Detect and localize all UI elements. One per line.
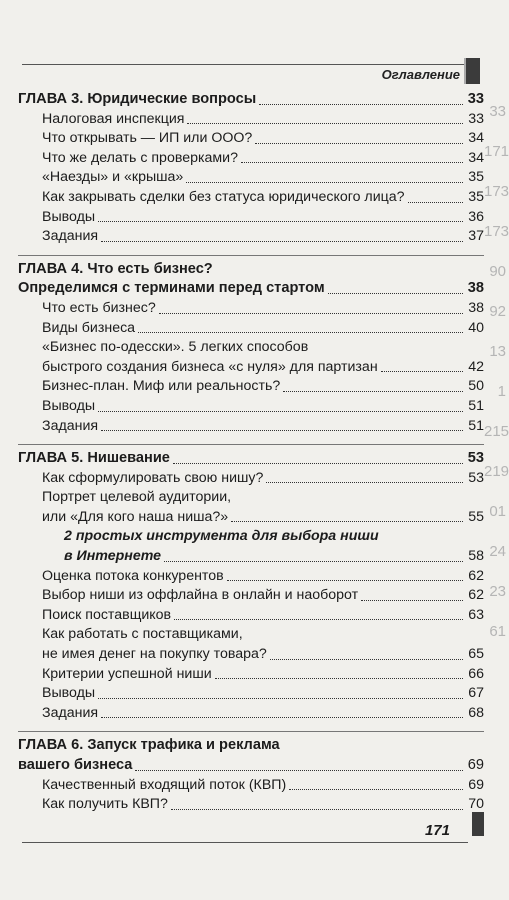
page-ref: 33 [467, 91, 484, 107]
entry-title: Задания [42, 704, 99, 721]
chapter-subtitle: Определимся с терминами перед стартом [18, 280, 325, 297]
page-ref: 34 [468, 130, 484, 147]
bleed-through-column [484, 92, 509, 732]
entry-title: Налоговая инспекция [42, 110, 185, 127]
toc-chapter-6[interactable] [18, 736, 484, 756]
bleed-number: 23 [489, 583, 506, 600]
leader-dots [98, 221, 463, 222]
bleed-number: 1 [497, 383, 506, 400]
leader-dots [227, 580, 463, 581]
entry-title: Задания [42, 417, 99, 434]
bleed-number: 215 [484, 423, 509, 440]
page-ref: 68 [468, 704, 484, 721]
bleed-number: 90 [489, 263, 506, 280]
page-ref: 35 [468, 188, 484, 205]
leader-dots [174, 619, 463, 620]
chapter-separator [18, 247, 484, 256]
chapter-title: ГЛАВА 3. Юридические вопросы [18, 91, 257, 107]
toc-entry[interactable] [18, 469, 484, 489]
page-ref: 51 [468, 397, 484, 414]
toc-entry[interactable] [18, 149, 484, 169]
toc-entry[interactable] [18, 377, 484, 397]
bleed-number: 33 [489, 103, 506, 120]
toc-entry[interactable] [18, 168, 484, 188]
leader-dots [159, 313, 463, 314]
entry-title: Задания [42, 228, 99, 245]
bleed-number: 171 [484, 143, 509, 160]
leader-dots [266, 482, 463, 483]
chapter-title-cont: вашего бизнеса [18, 757, 133, 773]
page-ref: 34 [468, 149, 484, 166]
toc-entry[interactable] [18, 508, 484, 528]
toc-chapter-subtitle[interactable] [18, 279, 484, 299]
toc-chapter-5[interactable] [18, 449, 484, 469]
leader-dots [173, 463, 463, 464]
header-corner-tab [464, 58, 480, 84]
page-ref: 66 [468, 665, 484, 682]
page-ref: 67 [468, 685, 484, 702]
page-ref: 58 [468, 548, 484, 565]
toc-entry-line1[interactable]: Портрет целевой аудитории, [42, 489, 232, 506]
entry-title: Критерии успешной ниши [42, 665, 212, 682]
page-ref: 35 [468, 169, 484, 186]
leader-dots [186, 182, 463, 183]
entry-title: Выводы [42, 397, 96, 414]
entry-title: Оценка потока конкурентов [42, 567, 224, 584]
leader-dots [328, 293, 463, 294]
page-ref: 50 [468, 378, 484, 395]
leader-dots [135, 770, 463, 771]
bleed-number: 173 [484, 183, 509, 200]
toc-entry[interactable] [18, 397, 484, 417]
bleed-number: 92 [489, 303, 506, 320]
leader-dots [408, 202, 463, 203]
entry-title: не имея денег на покупку товара? [42, 646, 267, 663]
toc-entry[interactable] [18, 704, 484, 724]
chapter-separator [18, 436, 484, 445]
entry-title: быстрого создания бизнеса «с нуля» для партизан [42, 358, 378, 375]
toc-entry-line1[interactable]: Как работать с поставщиками, [42, 626, 243, 643]
leader-dots [98, 698, 463, 699]
leader-dots [101, 241, 463, 242]
toc-chapter-3[interactable] [18, 90, 484, 110]
bleed-number: 13 [489, 343, 506, 360]
entry-title: Выводы [42, 685, 96, 702]
leader-dots [187, 123, 463, 124]
entry-title: Как закрывать сделки без статуса юридического лица? [42, 188, 405, 205]
page-ref: 36 [468, 208, 484, 225]
toc-entry[interactable] [18, 129, 484, 149]
page-ref: 40 [468, 319, 484, 336]
chapter-title: ГЛАВА 6. Запуск трафика и реклама [18, 737, 280, 754]
leader-dots [381, 371, 463, 372]
toc-entry[interactable] [18, 417, 484, 437]
toc-chapter-4[interactable] [18, 260, 484, 280]
toc-entry[interactable] [18, 358, 484, 378]
entry-title: Выводы [42, 208, 96, 225]
bleed-number: 01 [489, 503, 506, 520]
chapter-title: ГЛАВА 4. Что есть бизнес? [18, 260, 213, 277]
bleed-number: 24 [489, 543, 506, 560]
entry-title: Качественный входящий поток (КВП) [42, 776, 287, 793]
running-header [22, 64, 468, 83]
entry-title: Что же делать с проверками? [42, 149, 238, 166]
page-ref: 70 [468, 796, 484, 813]
toc-entry-line1[interactable]: «Бизнес по-одесски». 5 легких способов [42, 339, 309, 356]
page-ref: 37 [468, 228, 484, 245]
leader-dots [255, 143, 463, 144]
entry-title: Как сформулировать свою нишу? [42, 469, 264, 486]
entry-title: «Наезды» и «крыша» [42, 169, 184, 186]
leader-dots [361, 600, 463, 601]
page-ref: 53 [467, 450, 484, 467]
toc-entry[interactable] [18, 795, 484, 815]
entry-title: или «Для кого наша ниша?» [42, 508, 229, 525]
toc-entry[interactable] [18, 319, 484, 339]
entry-title: Поиск поставщиков [42, 606, 172, 623]
leader-dots [231, 521, 463, 522]
entry-title: Выбор ниши из оффлайна в онлайн и наоборот [42, 587, 359, 604]
entry-title: Как получить КВП? [42, 796, 168, 813]
toc-entry[interactable] [18, 665, 484, 685]
page-ref: 62 [468, 567, 484, 584]
footer-corner-tab [472, 812, 484, 836]
chapter-separator [18, 723, 484, 732]
page-ref: 63 [468, 606, 484, 623]
chapter-title: ГЛАВА 5. Нишевание [18, 450, 170, 467]
toc-entry[interactable] [18, 110, 484, 130]
entry-title: Что есть бизнес? [42, 299, 156, 316]
entry-title: Что открывать — ИП или ООО? [42, 130, 253, 147]
entry-title: Бизнес-план. Миф или реальность? [42, 378, 281, 395]
toc-entry[interactable] [18, 188, 484, 208]
page-ref: 53 [468, 469, 484, 486]
bleed-number: 173 [484, 223, 509, 240]
page-number: 171 [424, 822, 450, 839]
page-ref: 33 [468, 110, 484, 127]
leader-dots [171, 809, 463, 810]
toc-chapter-6-cont[interactable] [18, 756, 484, 776]
toc-entry[interactable] [18, 208, 484, 228]
page-ref: 62 [468, 587, 484, 604]
page-ref: 69 [468, 776, 484, 793]
page-ref: 38 [468, 299, 484, 316]
toc-entry[interactable] [18, 606, 484, 626]
running-footer [22, 822, 468, 843]
table-of-contents [18, 90, 484, 815]
leader-dots [241, 162, 463, 163]
header-section-label: Оглавление [381, 67, 460, 82]
leader-dots [101, 717, 463, 718]
leader-dots [215, 678, 463, 679]
leader-dots [283, 391, 463, 392]
bleed-number: 61 [489, 623, 506, 640]
toc-entry[interactable] [18, 645, 484, 665]
toc-subentry-line1[interactable]: 2 простых инструмента для выбора ниши [64, 528, 379, 545]
page-ref: 51 [468, 417, 484, 434]
leader-dots [138, 332, 463, 333]
toc-entry[interactable] [18, 567, 484, 587]
page-ref: 42 [468, 358, 484, 375]
page-ref: 38 [467, 280, 484, 297]
toc-entry[interactable] [18, 227, 484, 247]
leader-dots [98, 411, 463, 412]
page-ref: 65 [468, 646, 484, 663]
entry-title: в Интернете [64, 548, 162, 565]
leader-dots [270, 659, 463, 660]
toc-entry[interactable] [18, 684, 484, 704]
page-ref: 69 [467, 757, 484, 773]
bleed-number: 219 [484, 463, 509, 480]
leader-dots [101, 430, 463, 431]
leader-dots [289, 789, 463, 790]
toc-entry[interactable] [18, 586, 484, 606]
page-ref: 55 [468, 508, 484, 525]
entry-title: Виды бизнеса [42, 319, 136, 336]
leader-dots [164, 561, 463, 562]
toc-entry[interactable] [18, 299, 484, 319]
leader-dots [259, 104, 463, 105]
toc-subentry[interactable] [18, 547, 484, 567]
toc-entry[interactable] [18, 776, 484, 796]
